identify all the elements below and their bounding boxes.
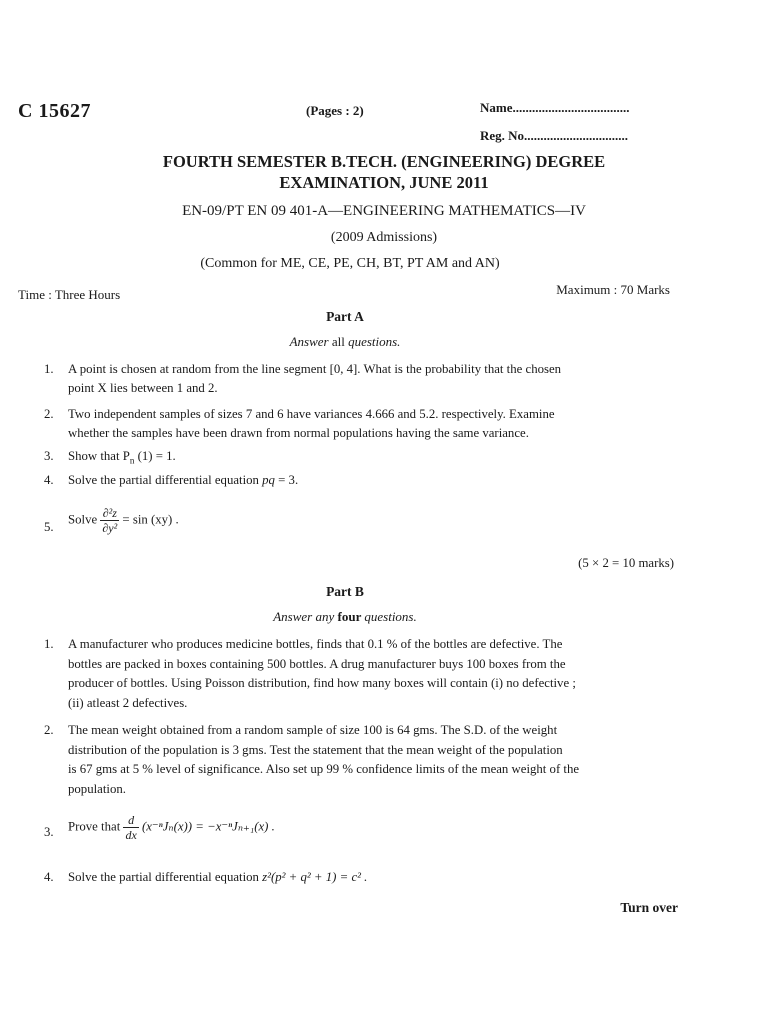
exam-title-line2: EXAMINATION, JUNE 2011 xyxy=(279,173,489,192)
part-a-instruction xyxy=(0,334,690,350)
exam-title-line1: FOURTH SEMESTER B.TECH. (ENGINEERING) DEGREE xyxy=(162,152,606,171)
question-text-line xyxy=(68,868,684,887)
paper-code: C 15627 xyxy=(18,100,91,122)
q5-fraction xyxy=(100,506,119,535)
question-number: 2. xyxy=(44,407,54,421)
part-a-question-4 xyxy=(44,471,684,490)
fraction-denominator: dx xyxy=(125,828,137,842)
question-number: 3. xyxy=(44,449,54,463)
fraction-denominator: ∂y² xyxy=(102,521,118,535)
common-note: (Common for ME, CE, PE, CH, BT, PT AM and AN) xyxy=(200,256,500,271)
part-b-question-4 xyxy=(44,868,684,887)
instr-italic-2: questions. xyxy=(364,609,417,624)
turn-over-note: Turn over xyxy=(620,900,678,915)
question-text-line: The mean weight obtained from a random sample of size 100 is 64 gms. The S.D. of the weight xyxy=(68,723,558,737)
question-number: 4. xyxy=(44,473,54,487)
question-text-line: is 67 gms at 5 % level of significance. Also set up 99 % confidence limits of the mean weight of the xyxy=(68,762,580,776)
q3-fraction xyxy=(123,813,138,842)
q3-subscript: n xyxy=(129,455,135,466)
fraction-numerator: d xyxy=(123,813,138,828)
q4-text: Solve the partial differential equation xyxy=(68,870,263,884)
q5-end: = sin (xy) . xyxy=(119,512,179,527)
part-a-heading: Part A xyxy=(326,309,364,324)
reg-no-field: Reg. No................................ xyxy=(480,128,629,143)
question-text-line: A point is chosen at random from the line segment [0, 4]. What is the probability that the chosen xyxy=(68,362,562,376)
part-a-marks: (5 × 2 = 10 marks) xyxy=(578,556,674,570)
q4-end: = 3. xyxy=(274,473,299,487)
q4-math: pq xyxy=(262,473,275,487)
question-text-line xyxy=(68,447,684,471)
part-b-heading: Part B xyxy=(326,584,364,599)
question-text-line: bottles are packed in boxes containing 500 bottles. A drug manufacturer buys 100 boxes from the xyxy=(68,656,566,671)
q3-end: (1) = 1. xyxy=(134,449,176,463)
admissions-note: (2009 Admissions) xyxy=(330,230,438,245)
question-text-line: Two independent samples of sizes 7 and 6 have variances 4.666 and 5.2. respectively. Examine xyxy=(68,407,555,421)
question-text-line: whether the samples have been drawn from normal populations having the same variance. xyxy=(68,426,529,440)
question-text-line: population. xyxy=(68,781,126,796)
time-allowed: Time : Three Hours xyxy=(18,287,121,302)
instr-bold: four xyxy=(334,609,365,624)
part-b-instruction xyxy=(0,609,690,625)
question-text-line: producer of bottles. Using Poisson distribution, find how many boxes will contain (i) no defective ; xyxy=(68,676,576,690)
page-count: (Pages : 2) xyxy=(306,103,364,118)
question-text-line xyxy=(68,813,684,842)
instr-all: all xyxy=(328,334,349,349)
q3-text: Show that P xyxy=(68,449,130,463)
question-text-line xyxy=(68,471,684,490)
q3-text: Prove that xyxy=(68,819,124,834)
subject-title: EN-09/PT EN 09 401-A—ENGINEERING MATHEMATICS—IV xyxy=(182,203,586,219)
q4-expression: z²(p² + q² + 1) = c² . xyxy=(262,870,368,884)
question-number: 1. xyxy=(44,637,54,651)
question-number: 3. xyxy=(44,825,54,839)
q3-expression: (x⁻ⁿJₙ(x)) = −x⁻ⁿJₙ₊₁(x) . xyxy=(138,819,275,834)
part-a-question-1 xyxy=(44,360,684,398)
q5-text: Solve xyxy=(68,512,101,527)
instr-italic: Answer xyxy=(289,334,329,349)
name-field: Name.................................... xyxy=(480,100,630,115)
instr-italic-2: questions. xyxy=(348,334,401,349)
part-a-question-2 xyxy=(44,405,684,443)
question-text-line xyxy=(68,506,684,535)
question-text-line: point X lies between 1 and 2. xyxy=(68,381,218,395)
part-b-question-3 xyxy=(44,813,684,842)
fraction-numerator: ∂²z xyxy=(100,506,119,521)
question-text-line: (ii) atleast 2 defectives. xyxy=(68,695,188,710)
part-a-question-5 xyxy=(44,506,684,535)
q4-text: Solve the partial differential equation xyxy=(68,473,263,487)
question-number: 5. xyxy=(44,520,54,534)
part-a-question-3 xyxy=(44,447,684,471)
question-number: 1. xyxy=(44,362,54,376)
question-text-line: distribution of the population is 3 gms. Test the statement that the mean weight of the population xyxy=(68,742,563,757)
instr-italic: Answer any xyxy=(273,609,335,624)
part-b-question-1 xyxy=(44,635,684,713)
maximum-marks: Maximum : 70 Marks xyxy=(556,282,670,297)
question-text-line: A manufacturer who produces medicine bottles, finds that 0.1 % of the bottles are defective. The xyxy=(68,637,563,651)
question-number: 4. xyxy=(44,870,54,884)
part-b-question-2 xyxy=(44,721,684,799)
question-number: 2. xyxy=(44,723,54,737)
